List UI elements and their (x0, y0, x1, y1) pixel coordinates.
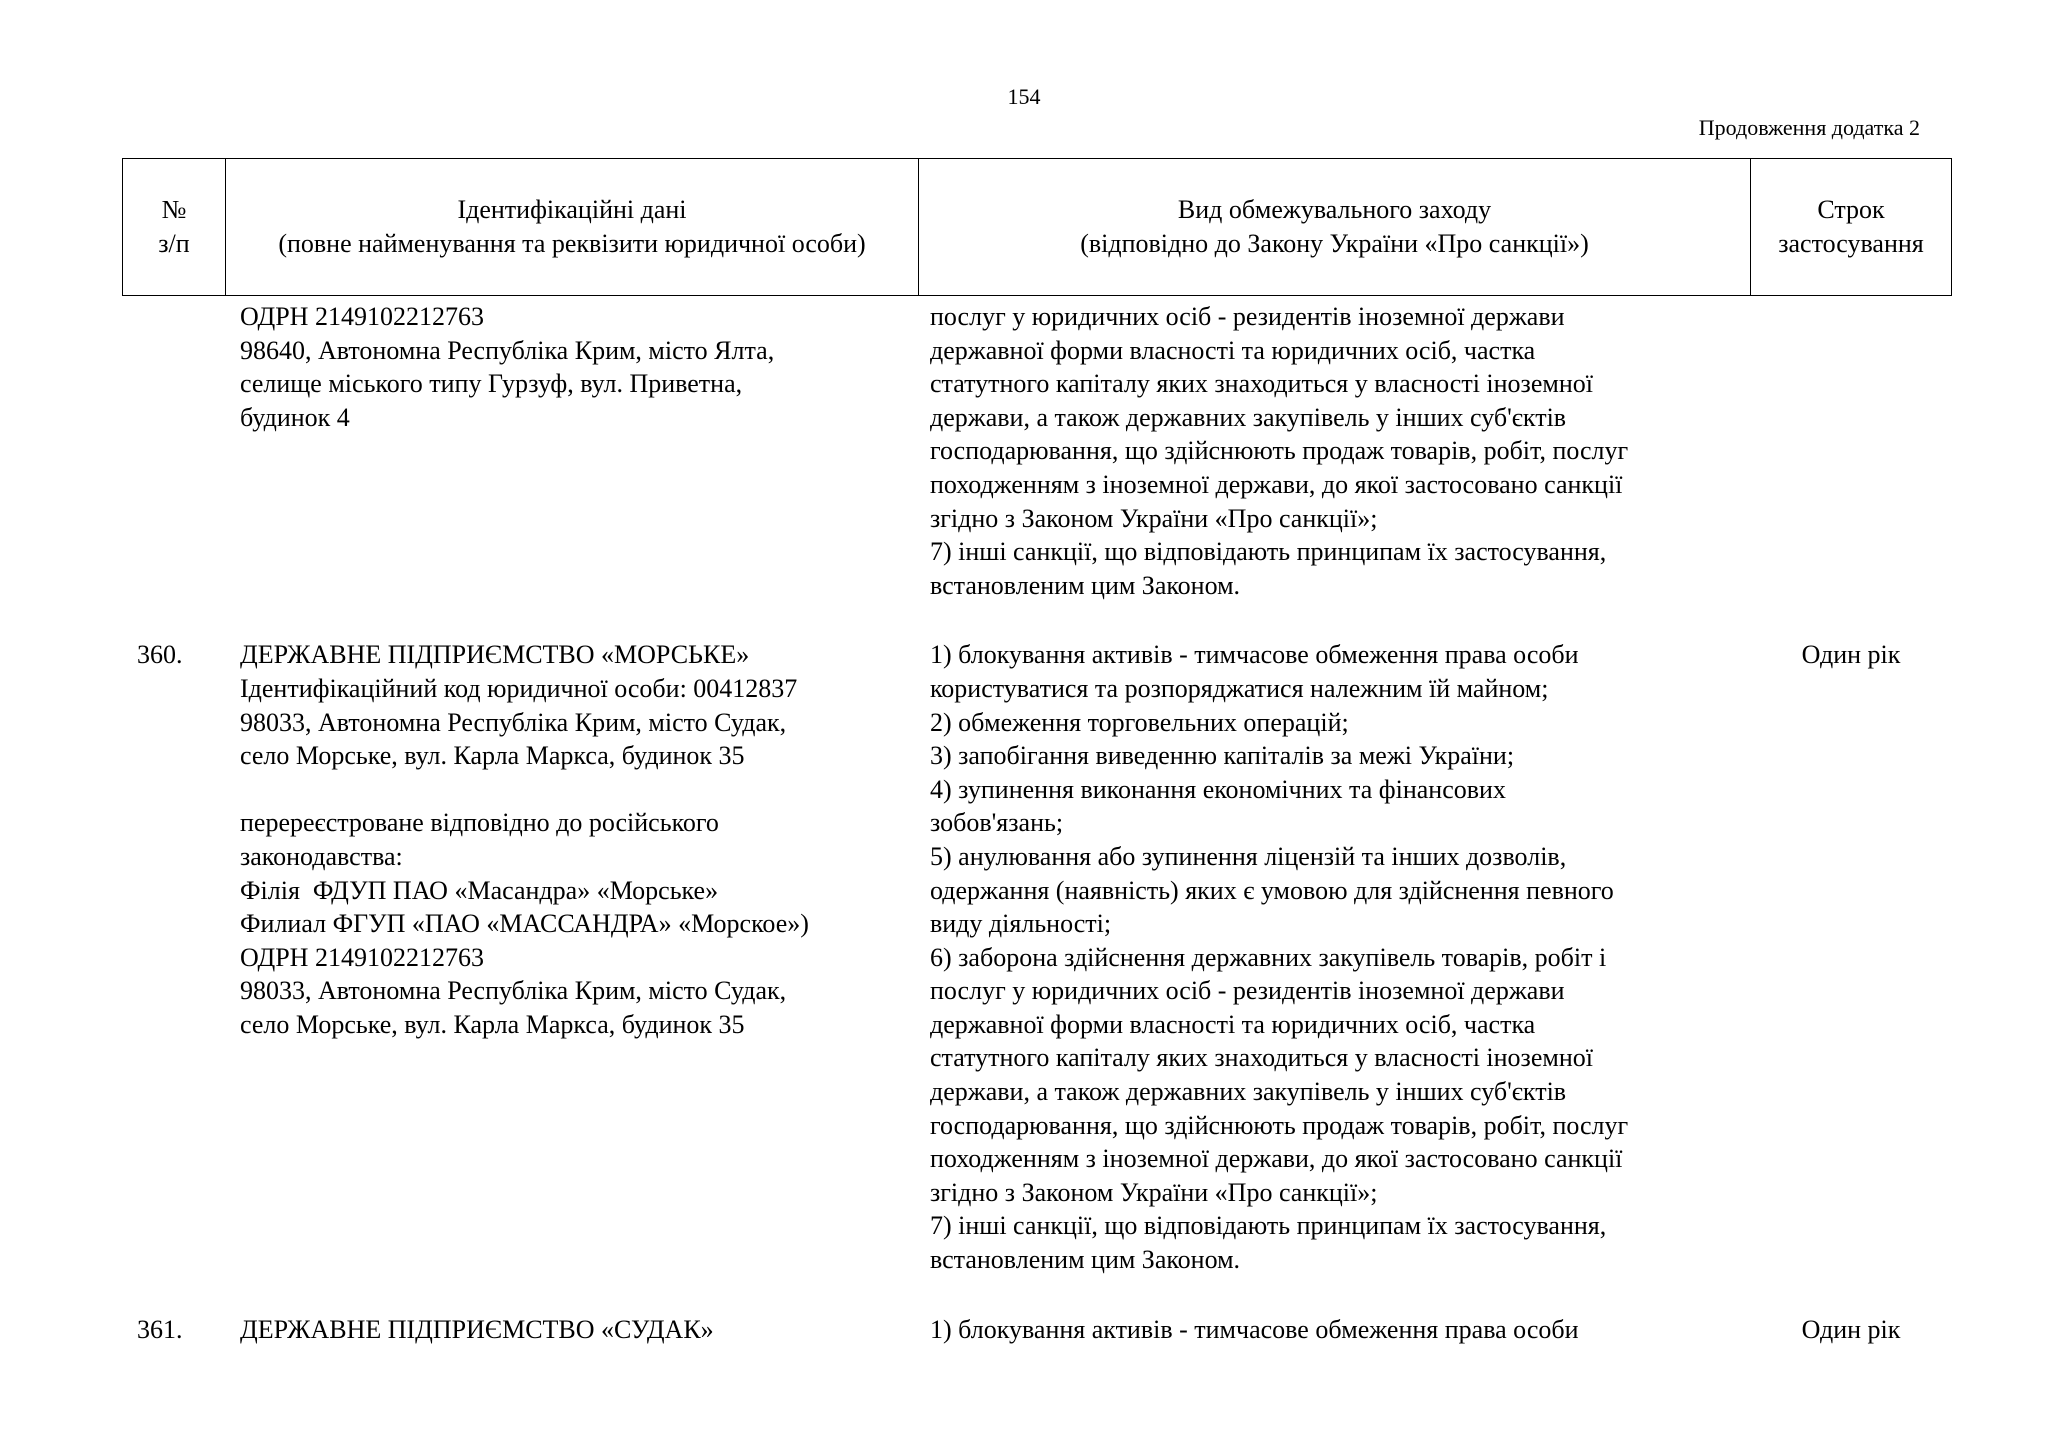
row-term: Один рік (1801, 1314, 1901, 1344)
row-measure (918, 1313, 1750, 1347)
table-row (122, 638, 1952, 1276)
row-identification (225, 1313, 918, 1347)
identification-line: селище міського типу Гурзуф, вул. Приветна, (240, 369, 743, 399)
identification-line: ДЕРЖАВНЕ ПІДПРИЄМСТВО «МОРСЬКЕ» (240, 640, 750, 670)
measure-line: встановленим цим Законом. (930, 570, 1241, 600)
header-term-line-1: Строк (1817, 195, 1885, 224)
identification-line: село Морське, вул. Карла Маркса, будинок 35 (240, 1009, 745, 1039)
measure-line: встановленим цим Законом. (930, 1245, 1241, 1275)
measure-line: статутного капіталу яких знаходиться у власності іноземної (930, 369, 1593, 399)
identification-line: ДЕРЖАВНЕ ПІДПРИЄМСТВО «СУДАК» (240, 1314, 714, 1344)
row-identification (225, 638, 918, 1276)
measure-line: згідно з Законом України «Про санкції»; (930, 1177, 1378, 1207)
continuation-label: Продовження додатка 2 (1698, 115, 1920, 140)
identification-line: 98640, Автономна Республіка Крим, місто Ялта, (240, 335, 775, 365)
measure-line: 4) зупинення виконання економічних та фінансових (930, 774, 1506, 804)
identification-line: ОДРН 2149102212763 (240, 302, 484, 331)
row-term: Один рік (1801, 640, 1901, 670)
row-number (122, 300, 225, 602)
header-term-line-2: застосування (1778, 229, 1924, 258)
measure-line: 7) інші санкції, що відповідають принципам їх застосування, (930, 1211, 1607, 1241)
row-measure (918, 300, 1750, 602)
header-number-line-1: № (161, 195, 187, 224)
measure-line: господарювання, що здійснюють продаж товарів, робіт, послуг (930, 436, 1629, 466)
measure-line: користуватися та розпоряджатися належним їй майном; (930, 673, 1549, 703)
measure-line: господарювання, що здійснюють продаж товарів, робіт, послуг (930, 1110, 1629, 1140)
identification-line (240, 773, 918, 807)
identification-line: село Морське, вул. Карла Маркса, будинок 35 (240, 741, 745, 771)
row-measure (918, 638, 1750, 1276)
measure-line: 2) обмеження торговельних операцій; (930, 707, 1349, 737)
header-measure-line-2: (відповідно до Закону України «Про санкції») (1080, 229, 1589, 258)
measure-line: згідно з Законом України «Про санкції»; (930, 503, 1378, 533)
measure-line: 3) запобігання виведенню капіталів за межі України; (930, 741, 1515, 771)
measure-line: 1) блокування активів - тимчасове обмеження права особи (930, 640, 1579, 670)
measure-line: одержання (наявність) яких є умовою для здійснення певного (930, 875, 1614, 905)
table-header (122, 158, 1952, 296)
table-body (122, 300, 1952, 1346)
page-number: 154 (1007, 84, 1041, 109)
measure-line: статутного капіталу яких знаходиться у власності іноземної (930, 1043, 1593, 1073)
row-number: 360. (137, 640, 183, 670)
measure-line: виду діяльності; (930, 909, 1112, 939)
measure-line: послуг у юридичних осіб - резидентів іноземної держави (930, 302, 1565, 331)
measure-line: державної форми власності та юридичних осіб, частка (930, 1009, 1536, 1039)
row-number: 361. (137, 1314, 183, 1344)
identification-line: будинок 4 (240, 402, 350, 432)
identification-line: ОДРН 2149102212763 (240, 942, 484, 972)
header-measure-line-1: Вид обмежувального заходу (1177, 195, 1492, 224)
identification-line: Филиал ФГУП «ПАО «МАССАНДРА» «Морское») (240, 909, 809, 939)
identification-line: 98033, Автономна Республіка Крим, місто Судак, (240, 976, 787, 1006)
measure-line: послуг у юридичних осіб - резидентів іноземної держави (930, 976, 1565, 1006)
table-row (122, 300, 1952, 602)
measure-line: зобов'язань; (930, 808, 1064, 838)
header-number-line-2: з/п (158, 229, 190, 258)
identification-line: 98033, Автономна Республіка Крим, місто Судак, (240, 707, 787, 737)
header-number-column (123, 159, 226, 295)
table-row (122, 1313, 1952, 1347)
row-term (1750, 300, 1952, 602)
identification-line: Філія ФДУП ПАО «Масандра» «Морське» (240, 875, 719, 905)
measure-line: походженням з іноземної держави, до якої застосовано санкції (930, 469, 1623, 499)
header-identification-line-1: Ідентифікаційні дані (457, 195, 687, 224)
measure-line: 6) заборона здійснення державних закупівель товарів, робіт і (930, 942, 1607, 972)
measure-line: 1) блокування активів - тимчасове обмеження права особи (930, 1314, 1579, 1344)
measure-line: держави, а також державних закупівель у інших суб'єктів (930, 402, 1567, 432)
measure-line: 5) анулювання або зупинення ліцензій та інших дозволів, (930, 841, 1567, 871)
header-measure-column (919, 159, 1751, 295)
measure-line: походженням з іноземної держави, до якої застосовано санкції (930, 1144, 1623, 1174)
header-identification-column (226, 159, 919, 295)
measure-line: 7) інші санкції, що відповідають принципам їх застосування, (930, 537, 1607, 567)
identification-line: Ідентифікаційний код юридичної особи: 00412837 (240, 673, 798, 703)
header-term-column (1751, 159, 1951, 295)
identification-line: законодавства: (240, 841, 403, 871)
row-identification (225, 300, 918, 602)
identification-line: перереєстроване відповідно до російського (240, 808, 719, 838)
measure-line: держави, а також державних закупівель у інших суб'єктів (930, 1077, 1567, 1107)
header-identification-line-2: (повне найменування та реквізити юридичної особи) (278, 229, 866, 258)
measure-line: державної форми власності та юридичних осіб, частка (930, 335, 1536, 365)
